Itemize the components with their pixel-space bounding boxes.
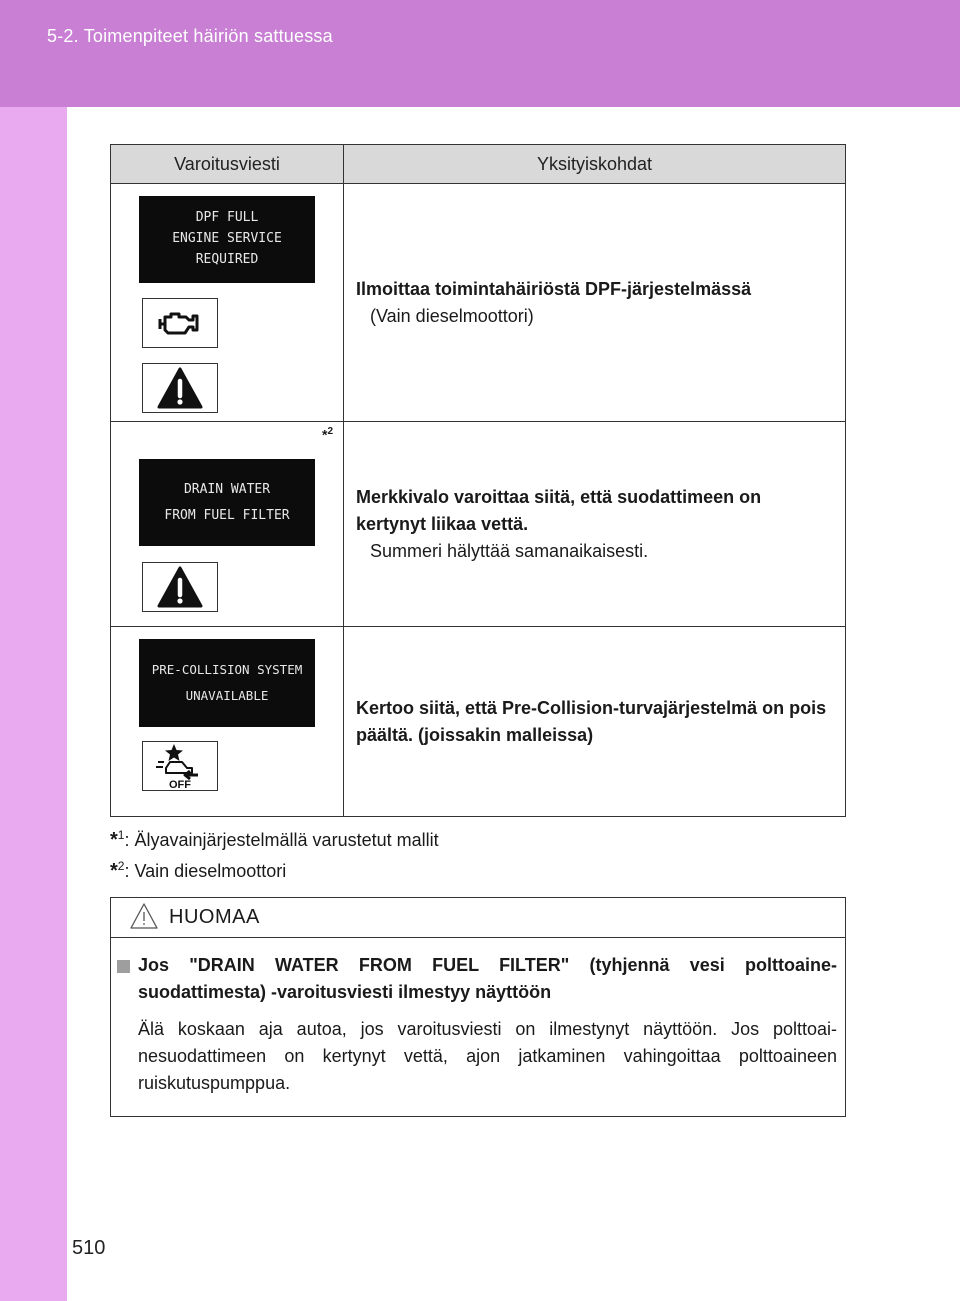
lcd-line: UNAVAILABLE	[185, 688, 269, 703]
warning-triangle-icon	[156, 565, 204, 609]
caution-icon	[129, 902, 159, 930]
column-header-message: Varoitusviesti	[111, 145, 344, 184]
details-cell	[344, 627, 846, 817]
side-band	[0, 107, 67, 1301]
header-band	[0, 0, 960, 107]
details-cell	[344, 422, 846, 627]
notice-title: HUOMAA	[169, 906, 260, 928]
lcd-line: FROM FUEL FILTER	[164, 507, 290, 523]
warning-triangle-icon	[156, 366, 204, 410]
message-icons-cell	[111, 627, 344, 817]
notice-body	[111, 938, 845, 1097]
engine-check-icon-box	[142, 298, 218, 348]
notice-header	[111, 898, 845, 938]
notice-text: Älä koskaan aja autoa, jos varoitusviesti on ilmestynyt näyttöön. Jos polttoai-nesuodattimeen on kertynyt vettä, ajon jatkaminen vahingoittaa polttoaineen ruiskutuspumppua.	[138, 1019, 837, 1093]
detail-bold-text: Merkkivalo varoittaa siitä, että suodattimeen on kertynyt liikaa vettä.	[356, 486, 762, 534]
bullet-square-icon	[117, 960, 130, 973]
notice-box	[110, 897, 846, 1117]
details-cell	[344, 184, 846, 422]
message-icons-cell	[111, 422, 344, 627]
lcd-message-display	[139, 196, 315, 283]
table-row	[111, 184, 846, 422]
column-header-details: Yksityiskohdat	[344, 145, 846, 184]
detail-bold-text: Ilmoittaa toimintahäiriöstä DPF-järjestelmässä	[356, 278, 752, 299]
lcd-line: DRAIN WATER	[183, 481, 271, 497]
warning-messages-table	[110, 144, 846, 817]
table-row	[111, 627, 846, 817]
lcd-line: PRE-COLLISION SYSTEM	[151, 661, 303, 677]
off-label: OFF	[169, 779, 191, 790]
footnote: *$^2$: Vain dieselmoottori	[110, 859, 287, 882]
lcd-line: DPF FULL	[195, 210, 259, 226]
lcd-message-display	[139, 639, 315, 727]
detail-sub-text: Summeri hälyttää samanaikaisesti.	[370, 540, 649, 561]
footnote-marker: *$^2$	[321, 426, 333, 443]
pre-collision-off-icon-box	[142, 741, 218, 791]
detail-sub-text: (Vain dieselmoottori)	[370, 305, 534, 326]
table-header-row	[111, 145, 846, 184]
message-icons-cell	[111, 184, 344, 422]
engine-check-icon	[156, 308, 204, 338]
lcd-line: REQUIRED	[195, 251, 259, 267]
lcd-line: ENGINE SERVICE	[172, 231, 282, 247]
warning-triangle-icon-box	[142, 562, 218, 612]
notice-item	[117, 952, 837, 1006]
table-row	[111, 422, 846, 627]
lcd-message-display	[139, 459, 315, 546]
pre-collision-off-icon	[152, 742, 208, 790]
detail-bold-text: Kertoo siitä, että Pre-Collision-turvajärjestelmä on pois päältä. (joissakin malleissa)	[356, 697, 827, 745]
warning-triangle-icon-box	[142, 363, 218, 413]
footnote: *$^1$: Älyavainjärjestelmällä varustetut mallit	[110, 828, 439, 851]
page-number: 510	[72, 1237, 106, 1259]
notice-heading: Jos "DRAIN WATER FROM FUEL FILTER" (tyhjennä vesi polttoaine-suodattimesta) -varoitusviesti ilmestyy näyttöön	[138, 955, 837, 1002]
footnotes	[110, 822, 439, 884]
section-title: 5-2. Toimenpiteet häiriön sattuessa	[47, 26, 333, 46]
